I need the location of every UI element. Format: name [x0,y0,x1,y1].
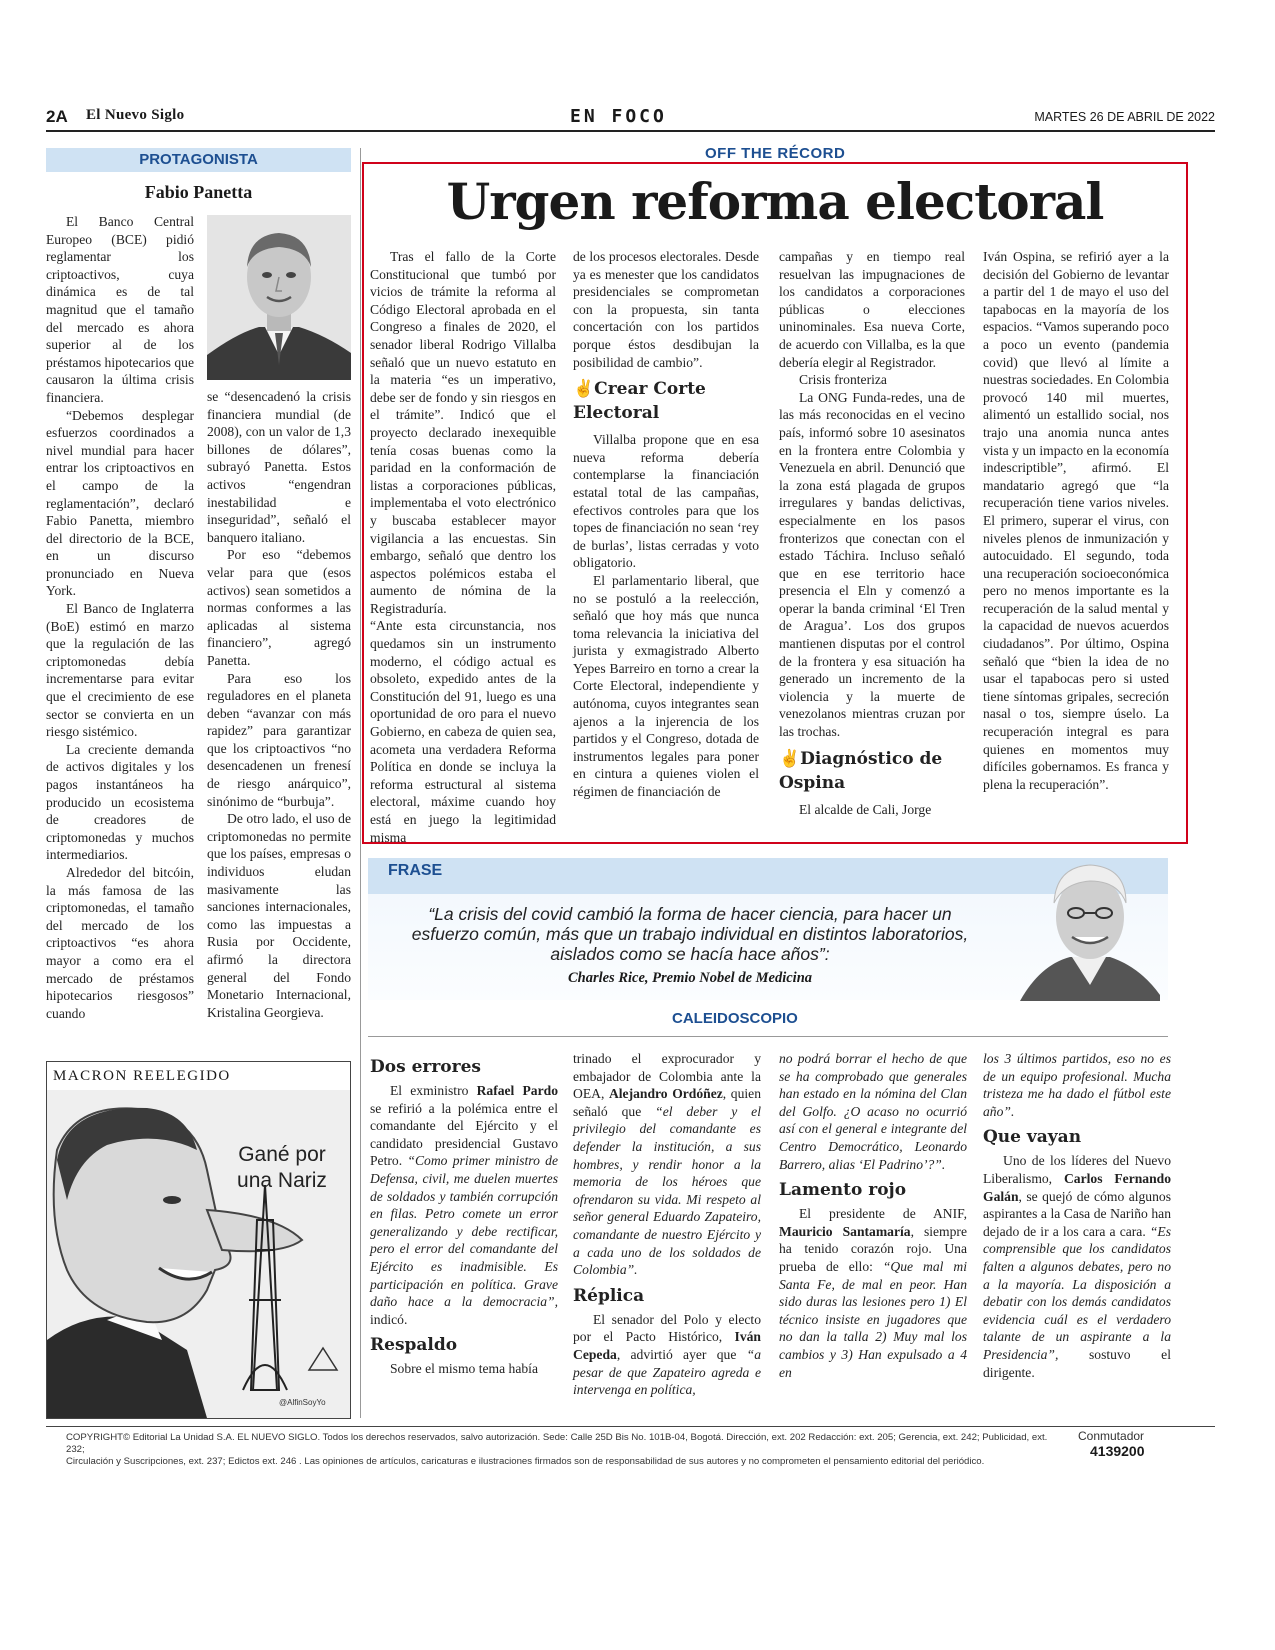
paragraph: Villalba propone que en esa nueva reforma debería contemplarse la financiación estatal total de las campañas, efectivos controles para que los topes de financiación no sean ‘rey de burlas’, listas cerradas y voto obligatorio. [573,432,759,571]
newspaper-name: El Nuevo Siglo [86,107,185,123]
paragraph: El alcalde de Cali, Jorge [799,801,932,817]
off-record-column-2 [573,248,759,801]
off-record-column-3 [779,248,965,818]
conmutador-label: Conmutador [1078,1429,1145,1443]
paragraph: Iván Ospina, se refirió ayer a la decisión del Gobierno de levantar a partir del 1 de mayo el uso del tapabocas en la mayoría de los espacios. “Vamos superando poco a poco un evento (pandemia covid) que llevó al límite a nuestras sociedades. En Colombia provocó 140 mil muertes, alimentó un estallido social, nos trajo una anomia nunca antes vista y un impacto en la economía indescriptible”, afirmó. El mandatario agregó que “la recuperación tiene varios niveles. El primero, superar el virus, con niveles plenos de inmunización y autocuidado. El segundo, toda una recuperación socioeconómica pero no menos importante es la recuperación de la salud mental y la capacidad de nuevos acuerdos ciudadanos”. Por último, Ospina señaló que “bien la idea de no usar el tapabocas pero si usted tiene síntomas gripales, secreción nasal o tos, siempre úselo. La recuperación integral es para quienes en momentos muy difíciles gobernamos. Es franca y plena la recuperación”. [983,249,1169,792]
paragraph: campañas y en tiempo real resuelvan las impugnaciones de los candidatos a corporaciones públicas o elecciones uninominales. Esa nueva Corte, de acuerdo con Villalba, es la que debería elegir al Registrador. [779,249,965,370]
subhead-crear-corte [573,377,759,425]
protagonista-column-2 [207,388,351,1021]
protagonista-name: Fabio Panetta [144,182,253,202]
caleidoscopio-column-3 [779,1050,967,1381]
frase-author: Charles Rice, Premio Nobel de Medicina [567,970,813,986]
quote: “Que mal mi Santa Fe, de mal en peor. Han sido duras las lesiones pero 1) El técnico insiste en jugadores que no dan la talla 2) Muy mal los cambios y 3) Han expulsado a 4 en [779,1258,967,1380]
conmutador-number: 4139200 [1090,1443,1145,1459]
text: indicó. [370,1311,408,1327]
paragraph: se “desencadenó la crisis financiera mundial (de 2008), con un valor de 1,3 billones de dólares”, subrayó Panetta. Estos activos “engendran inestabilidad e inseguridad”, señaló el banquero italiano. [207,389,351,545]
caleidoscopio-column-1 [370,1050,558,1378]
page-number: 2A [46,107,68,126]
caleidoscopio-rule [368,1036,1168,1037]
off-record-column-4 [983,248,1169,793]
paragraph: La ONG Funda-redes, una de las más reconocidas en el vecino país, informó sobre 10 asesinatos en la frontera entre Colombia y Venezuela en abril. Denunció que la zona está plagada de grupos irregulares y bandas delictivas, especialmente en los pasos fronterizos que conectan con el estado Táchira. Incluso señaló que en ese territorio hace presencia el Eln y comenzó a operar la banda criminal ‘El Tren de Aragua’. Los dos grupos mantienen disputas por el control de la frontera y esa situación ha generado un incremento de la violencia y la muerte de venezolanos mientras cruzan por las trochas. [779,389,965,740]
subhead-text: Crear Corte Electoral [573,379,706,424]
off-record-column-1 [370,248,556,846]
paragraph [779,1205,967,1381]
subhead-diagnostico [779,747,965,795]
paragraph: El Banco de Inglaterra (BoE) estimó en marzo que la regulación de las criptomonedas debía incrementarse para evitar que el crecimiento de ese sector se convierta en un riesgo sistémico. [46,601,194,740]
caleidoscopio-label: CALEIDOSCOPIO [672,1010,798,1027]
paragraph: “Ante esta circunstancia, nos quedamos sin un instrumento moderno, el código actual es obsoleto, expedido antes de la Constitución del 91, luego es una oportunidad de oro para el nuevo Gobierno, en cabeza de quien sea, acometa una verdadera Reforma Política en donde se incluya la reforma estructural al sistema electoral, máxime cuando hoy está en juego la legitimidad misma [370,618,556,845]
person-name: Mauricio Santamaría [779,1223,911,1239]
heading-que-vayan: Que vayan [983,1127,1082,1148]
rice-portrait [1010,845,1160,1001]
protagonista-column-1 [46,213,194,1022]
heading-respaldo: Respaldo [370,1335,458,1356]
paragraph: “Debemos desplegar esfuerzos coordinados a nivel mundial para hacer entrar los criptoactivos en el campo de la reglamentación”, declaró Fabio Panetta, miembro del directorio de la BCE, en un discurso pronunciado en Nueva York. [46,407,194,599]
macron-cartoon [47,1090,350,1418]
paragraph [370,1082,558,1328]
text: trinado el exprocurador y embajador de Colombia ante la OEA, [573,1051,761,1102]
paragraph: La creciente demanda de activos digitales y los pagos instantáneos ha producido un ecosistema de creadores de criptomonedas y muchos intermediarios. [46,741,194,863]
cartoon-bubble-text: Gané por una Nariz [237,1143,327,1192]
frase-label: FRASE [388,862,443,879]
person-name: Alejandro Ordóñez [608,1086,723,1102]
text: El senador del Polo y electo por el Pacto Histórico, [573,1311,761,1345]
text: , quien señaló que [573,1086,761,1119]
caleidoscopio-column-4 [983,1050,1171,1381]
text: , siempre ha tenido corazón rojo. Una prueba de ello: [779,1223,967,1274]
paragraph: Sobre el mismo tema había [390,1361,538,1377]
quote: no podrá borrar el hecho de que se ha comprobado que generales han estado en la nómina del Clan del Golfo. ¿O acaso no ocurrió así con el general e integrante del Centro Democrático, Leonardo Barrero, alias ‘El Padrino’?”. [779,1051,967,1172]
column-divider [360,148,361,1418]
footer-line-1: COPYRIGHT© Editorial La Unidad S.A. EL NUEVO SIGLO. Todos los derechos reservados, salvo autorización. Sede: Calle 25D Bis No. 101B-04, Bogotá. Dirección, ext. 202 Redacción: ext. 205; Gerencia, ext. 242; Publicidad, ext. 232; [66,1432,1048,1455]
person-name: Iván Cepeda [573,1329,761,1362]
paragraph: de los procesos electorales. Desde ya es menester que los candidatos presidenciales se comprometan con la propuesta, sin tanta concertación con los partidos porque éstos desdibujan la posibilidad de cambio”. [573,249,759,370]
quote: “a pesar de que Zapateiro agreda e intervenga en política, [573,1346,761,1398]
frase-quote: “La crisis del covid cambió la forma de hacer ciencia, para hacer un esfuerzo común, más que un trabajo individual en distintos laboratorios, aislados como se hacía hace años”: [411,904,969,964]
paragraph: Alrededor del bitcóin, la más famosa de las criptomonedas, el tamaño del mercado de los criptoactivos “es ahora mayor a como era el mercado de préstamos hipotecarios riesgosos” cuando [46,864,194,1021]
victory-hand-icon: ✌ [779,748,801,769]
caleidoscopio-column-2 [573,1050,761,1399]
panetta-portrait [207,215,351,380]
off-record-label: OFF THE RÉCORD [705,145,846,162]
text: El exministro [390,1083,477,1098]
section-title: EN FOCO [570,106,667,127]
subhead-text: Diagnóstico de Ospina [779,748,943,793]
quote: los 3 últimos partidos, eso no es de un equipo profesional. Mucha tristeza me ha dado el fútbol este año”. [983,1051,1171,1119]
paragraph: Tras el fallo de la Corte Constitucional que tumbó por vicios de trámite la reforma al Código Electoral aprobada en el Congreso a finales de 2020, el senador liberal Rodrigo Villalba señaló que un nuevo estatuto en la materia “es un imperativo, debe ser de fondo y sin riesgos en el trámite”. Indicó que el proyecto declarado inexequible tenía cosas buenas como la paridad en la conformación de listas a corporaciones públicas, implementaba el voto electrónico y buscaba establecer mayor vigilancia a las encuestas. Sin embargo, señaló que dentro los aspectos polémicos estaba el aumento de nómina de la Registraduría. [370,249,556,616]
paragraph: El Banco Central Europeo (BCE) pidió reglamentar los criptoactivos, cuya dinámica es de tal magnitud que el tamaño del mercado es ahora superior al de los préstamos hipotecarios que causaron la última crisis financiera. [46,214,194,405]
inline-subhead: Crisis fronteriza [799,372,887,388]
text: se refirió a la polémica entre el comandante del Ejército y el candidato presidencial Gustavo Petro. [370,1100,558,1169]
quote: “Es comprensible que los candidatos falten a algunos debates, pero no a la mayoría. La disposición a debatir con los demás candidatos evidencia cuál es el verdadero talante de un aspirante a la Presidencia”, [983,1223,1171,1362]
victory-hand-icon: ✌ [573,379,595,400]
quote: “Como primer ministro de Defensa, civil, me duelen muertes de soldados y también corrupción en filas. Petro comete un error generalizando y debe rectificar, pero el error del comandante del Ejército es inadmisible. Es participación en política. Grave daño hace a la democracia”, [370,1153,558,1310]
text: El presidente de ANIF, [799,1206,967,1222]
protagonista-label: PROTAGONISTA [139,151,258,168]
heading-replica: Réplica [573,1285,645,1306]
off-record-headline: Urgen reforma electoral [446,172,1104,231]
quote: “el deber y el privilegio del comandante es defender la institución, a sus hombres, y rendir honor a la memoria de los héroes que ofrendaron su vida. Mi respeto al señor general Eduardo Zapateiro, comandante de nuestro Ejército y a cada uno de los soldados de Colombia”. [573,1103,761,1278]
person-name: Rafael Pardo [476,1083,558,1098]
person-name: Carlos Fernando Galán [983,1170,1171,1204]
paragraph: De otro lado, el uso de criptomonedas no permite que los países, empresas o individuos eludan masivamente las sanciones internacionales, como las impuestas a Rusia por Occidente, afirmó la directora general del Fondo Monetario Internacional, Kristalina Georgieva. [207,811,351,1020]
paragraph: Para eso los reguladores en el planeta deben “avanzar con más rapidez” para garantizar que los criptoactivos “no desencadenen un frenesí de riesgo anárquico”, sinónimo de “burbuja”. [207,670,351,809]
header-rule [46,130,1215,132]
text: Uno de los líderes del Nuevo Liberalismo, [983,1153,1171,1186]
footer-copyright [66,1432,1056,1468]
text: , se quejó de cómo algunos aspirantes a la Casa de Nariño han dejado de ir a los cara a cara. [983,1188,1171,1239]
text: , advirtió ayer que [616,1346,747,1362]
footer-rule [46,1426,1215,1427]
paragraph: El parlamentario liberal, que no se postuló a la reelección, señaló que hoy más que nunca toma relevancia la iniciativa del jurista y exmagistrado Alberto Yepes Barreiro en torno a crear la Corte Electoral, independiente y autónoma, cuyos integrantes sean ajenos a la injerencia de los partidos y el Congreso, dotada de instrumentos legales para poner en cintura a quienes violen el régimen de financiación de [573,572,759,800]
heading-dos-errores: Dos errores [370,1057,481,1077]
heading-lamento-rojo: Lamento rojo [779,1180,907,1201]
issue-date: MARTES 26 DE ABRIL DE 2022 [1034,110,1215,124]
paragraph [573,1050,761,1279]
paragraph [573,1311,761,1399]
macron-title: MACRON REELEGIDO [53,1068,231,1084]
text: sostuvo el dirigente. [983,1346,1171,1380]
footer-line-2: Circulación y Suscripciones, ext. 237; Edictos ext. 246 . Las opiniones de artículos, caricaturas e ilustraciones firmados son de responsabilidad de sus autores y no comprometen el pensamiento editorial del periódico. [66,1456,985,1467]
paragraph: Por eso “debemos velar para que (esos activos) sean sometidos a normas conformes a las aplicadas al sistema financiero”, agregó Panetta. [207,547,351,668]
paragraph [983,1152,1171,1381]
cartoon-credit: @AlfinSoyYo [279,1398,326,1407]
